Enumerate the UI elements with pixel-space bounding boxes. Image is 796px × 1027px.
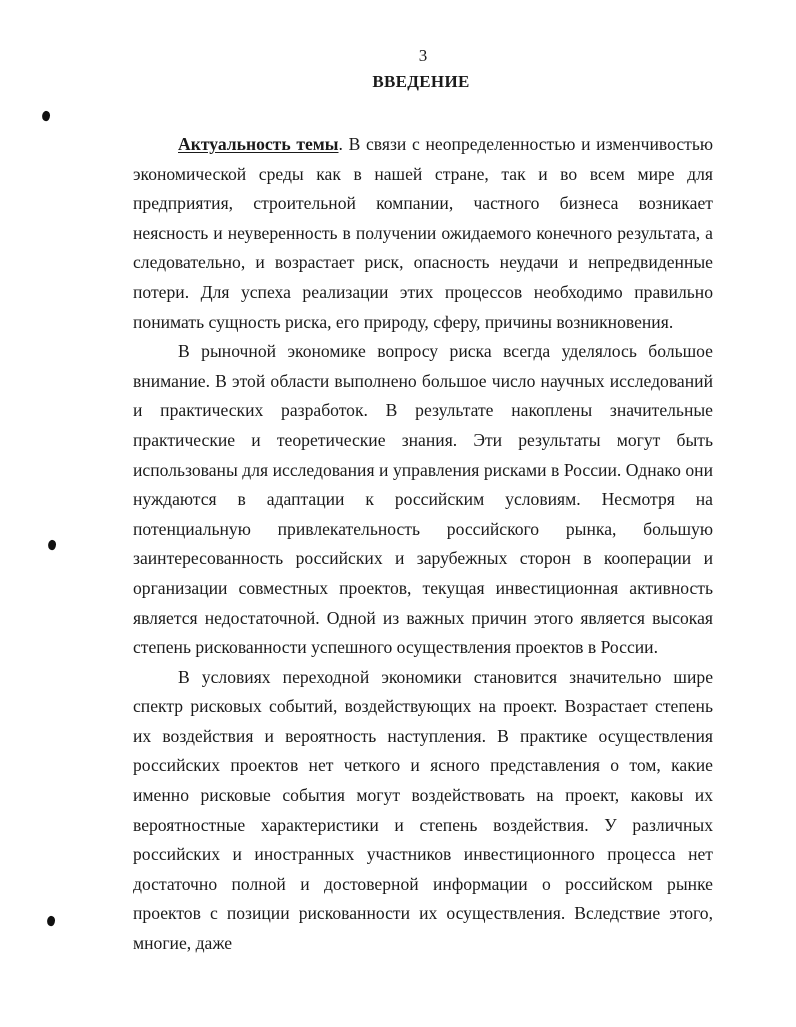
paragraph-transition-economy: В условиях переходной экономики становится значительно шире спектр рисковых событий, воздействующих на проект. Возрастает степень их воздействия и вероятность наступления. В практике осуществления российских проектов нет четкого и ясного представления о том, какие именно рисковые события могут воздействовать на проект, каковы их вероятностные характеристики и степень воздействия. У различных российских и иностранных участников инвестиционного процесса нет достаточно полной и достоверной информации о российском рынке проектов с позиции рискованности их осуществления. Вследствие этого, многие, даже <box>133 666 713 954</box>
scan-mark <box>46 915 57 927</box>
section-title: ВВЕДЕНИЕ <box>372 72 470 91</box>
scan-mark <box>41 110 52 122</box>
relevance-heading: Актуальность темы <box>178 134 339 154</box>
document-body <box>133 130 713 959</box>
paragraph-text: . В связи с неопределенностью и изменчивостью экономической среды как в нашей стране, так и во всем мире для предприятия, строительной компании, частного бизнеса возникает неясность и неуверенность в получении ожидаемого конечного результата, а следовательно, и возрастает риск, опасность неудачи и непредвиденные потери. Для успеха реализации этих процессов необходимо правильно понимать сущность риска, его природу, сферу, причины возникновения. <box>133 134 714 332</box>
scan-mark <box>47 539 58 551</box>
paragraph-market-economy: В рыночной экономике вопросу риска всегда уделялось большое внимание. В этой области выполнено большое число научных исследований и практических разработок. В результате накоплены значительные практические и теоретические знания. Эти результаты могут быть использованы для исследования и управления рисками в России. Однако они нуждаются в адаптации к российским условиям. Несмотря на потенциальную привлекательность российского рынка, большую заинтересованность российских и зарубежных сторон в кооперации и организации совместных проектов, текущая инвестиционная активность является недостаточной. Одной из важных причин этого является высокая степень рискованности успешного осуществления проектов в России. <box>133 341 713 658</box>
page-number: 3 <box>418 46 428 65</box>
paragraph-relevance <box>133 130 713 337</box>
